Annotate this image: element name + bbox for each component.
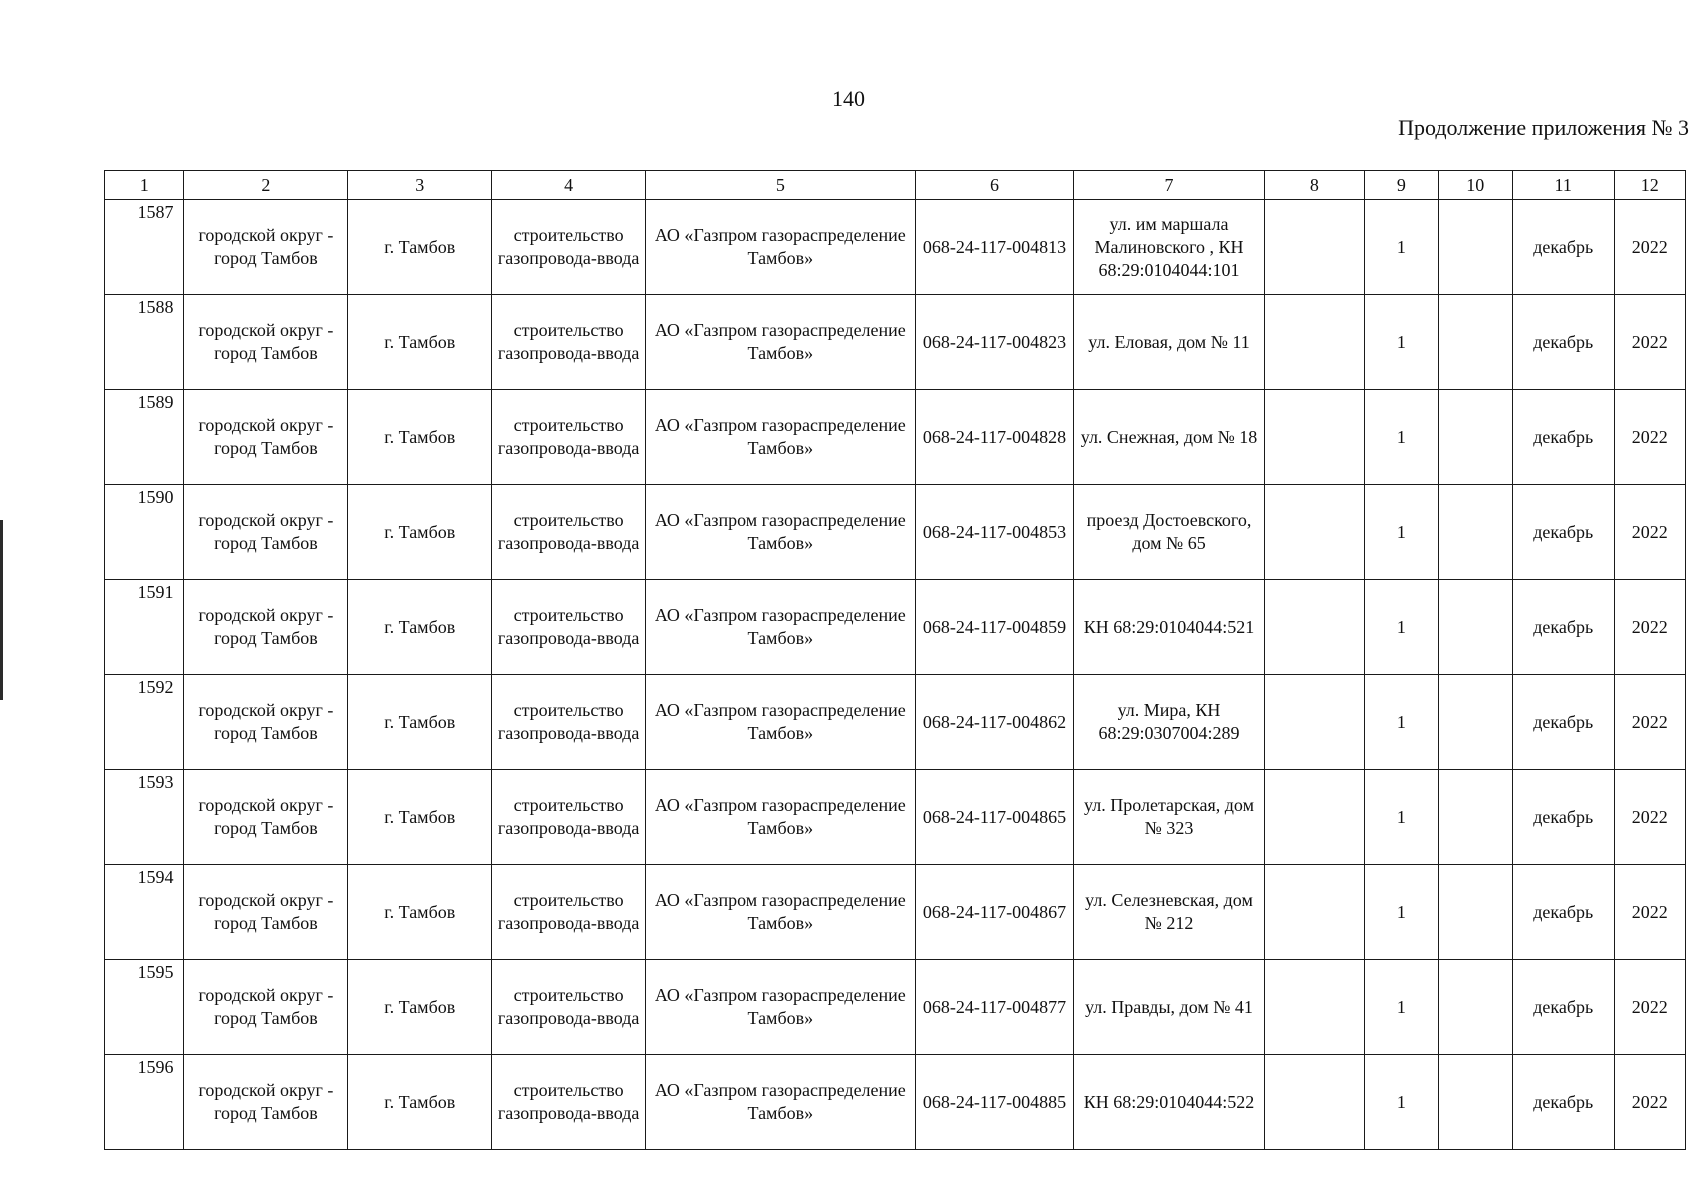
row-number-cell: 1592 [105,675,184,770]
quantity-cell: 1 [1365,675,1438,770]
month-cell: декабрь [1512,200,1614,295]
month-cell: декабрь [1512,1055,1614,1150]
organization-cell: АО «Газпром газораспределение Тамбов» [646,1055,916,1150]
municipality-cell: городской округ - город Тамбов [184,485,348,580]
column-10-cell-cell [1438,295,1512,390]
registry-code-cell: 068-24-117-004865 [915,770,1074,865]
work-type-cell: строительство газопровода-ввода [492,675,646,770]
month-cell: декабрь [1512,295,1614,390]
address-cell: ул. им маршала Малиновского , КН 68:29:0104044:101 [1074,200,1264,295]
quantity-cell: 1 [1365,960,1438,1055]
registry-code-cell: 068-24-117-004877 [915,960,1074,1055]
column-10-cell-cell [1438,1055,1512,1150]
work-type-cell: строительство газопровода-ввода [492,485,646,580]
organization-cell: АО «Газпром газораспределение Тамбов» [646,770,916,865]
registry-code-cell: 068-24-117-004867 [915,865,1074,960]
table-row [105,1055,1686,1150]
column-header: 2 [184,171,348,200]
quantity-cell: 1 [1365,390,1438,485]
settlement-cell: г. Тамбов [348,960,492,1055]
address-cell: КН 68:29:0104044:521 [1074,580,1264,675]
row-number-cell: 1593 [105,770,184,865]
settlement-cell: г. Тамбов [348,485,492,580]
organization-cell: АО «Газпром газораспределение Тамбов» [646,390,916,485]
column-10-cell-cell [1438,960,1512,1055]
table-row [105,580,1686,675]
month-cell: декабрь [1512,770,1614,865]
row-number-cell: 1590 [105,485,184,580]
municipality-cell: городской округ - город Тамбов [184,200,348,295]
column-number-row [105,171,1686,200]
column-8-cell-cell [1264,485,1365,580]
registry-code-cell: 068-24-117-004862 [915,675,1074,770]
month-cell: декабрь [1512,960,1614,1055]
municipality-cell: городской округ - город Тамбов [184,865,348,960]
settlement-cell: г. Тамбов [348,390,492,485]
organization-cell: АО «Газпром газораспределение Тамбов» [646,675,916,770]
column-header: 12 [1614,171,1685,200]
column-10-cell-cell [1438,865,1512,960]
settlement-cell: г. Тамбов [348,865,492,960]
quantity-cell: 1 [1365,865,1438,960]
year-cell: 2022 [1614,770,1685,865]
address-cell: ул. Снежная, дом № 18 [1074,390,1264,485]
address-cell: КН 68:29:0104044:522 [1074,1055,1264,1150]
column-header: 5 [646,171,916,200]
appendix-continuation-note: Продолжение приложения № 3 [1398,115,1689,140]
work-type-cell: строительство газопровода-ввода [492,390,646,485]
column-8-cell-cell [1264,865,1365,960]
organization-cell: АО «Газпром газораспределение Тамбов» [646,200,916,295]
registry-code-cell: 068-24-117-004828 [915,390,1074,485]
column-header: 6 [915,171,1074,200]
column-header: 11 [1512,171,1614,200]
year-cell: 2022 [1614,1055,1685,1150]
address-cell: ул. Правды, дом № 41 [1074,960,1264,1055]
quantity-cell: 1 [1365,485,1438,580]
address-cell: проезд Достоевского, дом № 65 [1074,485,1264,580]
row-number-cell: 1588 [105,295,184,390]
year-cell: 2022 [1614,960,1685,1055]
column-8-cell-cell [1264,580,1365,675]
column-10-cell-cell [1438,580,1512,675]
month-cell: декабрь [1512,485,1614,580]
year-cell: 2022 [1614,580,1685,675]
row-number-cell: 1596 [105,1055,184,1150]
column-8-cell-cell [1264,1055,1365,1150]
municipality-cell: городской округ - город Тамбов [184,1055,348,1150]
organization-cell: АО «Газпром газораспределение Тамбов» [646,960,916,1055]
registry-code-cell: 068-24-117-004885 [915,1055,1074,1150]
month-cell: декабрь [1512,865,1614,960]
quantity-cell: 1 [1365,1055,1438,1150]
table-row [105,865,1686,960]
year-cell: 2022 [1614,485,1685,580]
column-header: 1 [105,171,184,200]
registry-table [104,170,1686,1150]
municipality-cell: городской округ - город Тамбов [184,960,348,1055]
table-row [105,485,1686,580]
column-8-cell-cell [1264,960,1365,1055]
column-8-cell-cell [1264,770,1365,865]
work-type-cell: строительство газопровода-ввода [492,770,646,865]
registry-code-cell: 068-24-117-004813 [915,200,1074,295]
municipality-cell: городской округ - город Тамбов [184,580,348,675]
column-8-cell-cell [1264,295,1365,390]
municipality-cell: городской округ - город Тамбов [184,675,348,770]
table-row [105,390,1686,485]
organization-cell: АО «Газпром газораспределение Тамбов» [646,485,916,580]
work-type-cell: строительство газопровода-ввода [492,865,646,960]
column-header: 3 [348,171,492,200]
column-10-cell-cell [1438,675,1512,770]
settlement-cell: г. Тамбов [348,200,492,295]
table-row [105,200,1686,295]
column-10-cell-cell [1438,390,1512,485]
municipality-cell: городской округ - город Тамбов [184,770,348,865]
table-row [105,295,1686,390]
work-type-cell: строительство газопровода-ввода [492,295,646,390]
address-cell: ул. Мира, КН 68:29:0307004:289 [1074,675,1264,770]
settlement-cell: г. Тамбов [348,675,492,770]
column-10-cell-cell [1438,485,1512,580]
column-header: 10 [1438,171,1512,200]
address-cell: ул. Еловая, дом № 11 [1074,295,1264,390]
organization-cell: АО «Газпром газораспределение Тамбов» [646,295,916,390]
column-8-cell-cell [1264,675,1365,770]
quantity-cell: 1 [1365,200,1438,295]
settlement-cell: г. Тамбов [348,580,492,675]
row-number-cell: 1591 [105,580,184,675]
row-number-cell: 1587 [105,200,184,295]
year-cell: 2022 [1614,200,1685,295]
column-8-cell-cell [1264,390,1365,485]
table-body [105,200,1686,1150]
column-header: 9 [1365,171,1438,200]
quantity-cell: 1 [1365,295,1438,390]
month-cell: декабрь [1512,580,1614,675]
table-row [105,770,1686,865]
year-cell: 2022 [1614,675,1685,770]
month-cell: декабрь [1512,675,1614,770]
settlement-cell: г. Тамбов [348,770,492,865]
municipality-cell: городской округ - город Тамбов [184,295,348,390]
year-cell: 2022 [1614,390,1685,485]
table-row [105,675,1686,770]
column-header: 7 [1074,171,1264,200]
row-number-cell: 1589 [105,390,184,485]
column-10-cell-cell [1438,200,1512,295]
column-10-cell-cell [1438,770,1512,865]
year-cell: 2022 [1614,865,1685,960]
municipality-cell: городской округ - город Тамбов [184,390,348,485]
registry-code-cell: 068-24-117-004853 [915,485,1074,580]
column-header: 4 [492,171,646,200]
month-cell: декабрь [1512,390,1614,485]
quantity-cell: 1 [1365,580,1438,675]
organization-cell: АО «Газпром газораспределение Тамбов» [646,865,916,960]
row-number-cell: 1594 [105,865,184,960]
settlement-cell: г. Тамбов [348,1055,492,1150]
row-number-cell: 1595 [105,960,184,1055]
work-type-cell: строительство газопровода-ввода [492,200,646,295]
organization-cell: АО «Газпром газораспределение Тамбов» [646,580,916,675]
settlement-cell: г. Тамбов [348,295,492,390]
year-cell: 2022 [1614,295,1685,390]
column-8-cell-cell [1264,200,1365,295]
column-header: 8 [1264,171,1365,200]
work-type-cell: строительство газопровода-ввода [492,1055,646,1150]
address-cell: ул. Пролетарская, дом № 323 [1074,770,1264,865]
registry-code-cell: 068-24-117-004859 [915,580,1074,675]
work-type-cell: строительство газопровода-ввода [492,960,646,1055]
table-row [105,960,1686,1055]
page-number: 140 [832,86,865,111]
address-cell: ул. Селезневская, дом № 212 [1074,865,1264,960]
work-type-cell: строительство газопровода-ввода [492,580,646,675]
scan-edge-mark [0,520,3,700]
registry-code-cell: 068-24-117-004823 [915,295,1074,390]
quantity-cell: 1 [1365,770,1438,865]
